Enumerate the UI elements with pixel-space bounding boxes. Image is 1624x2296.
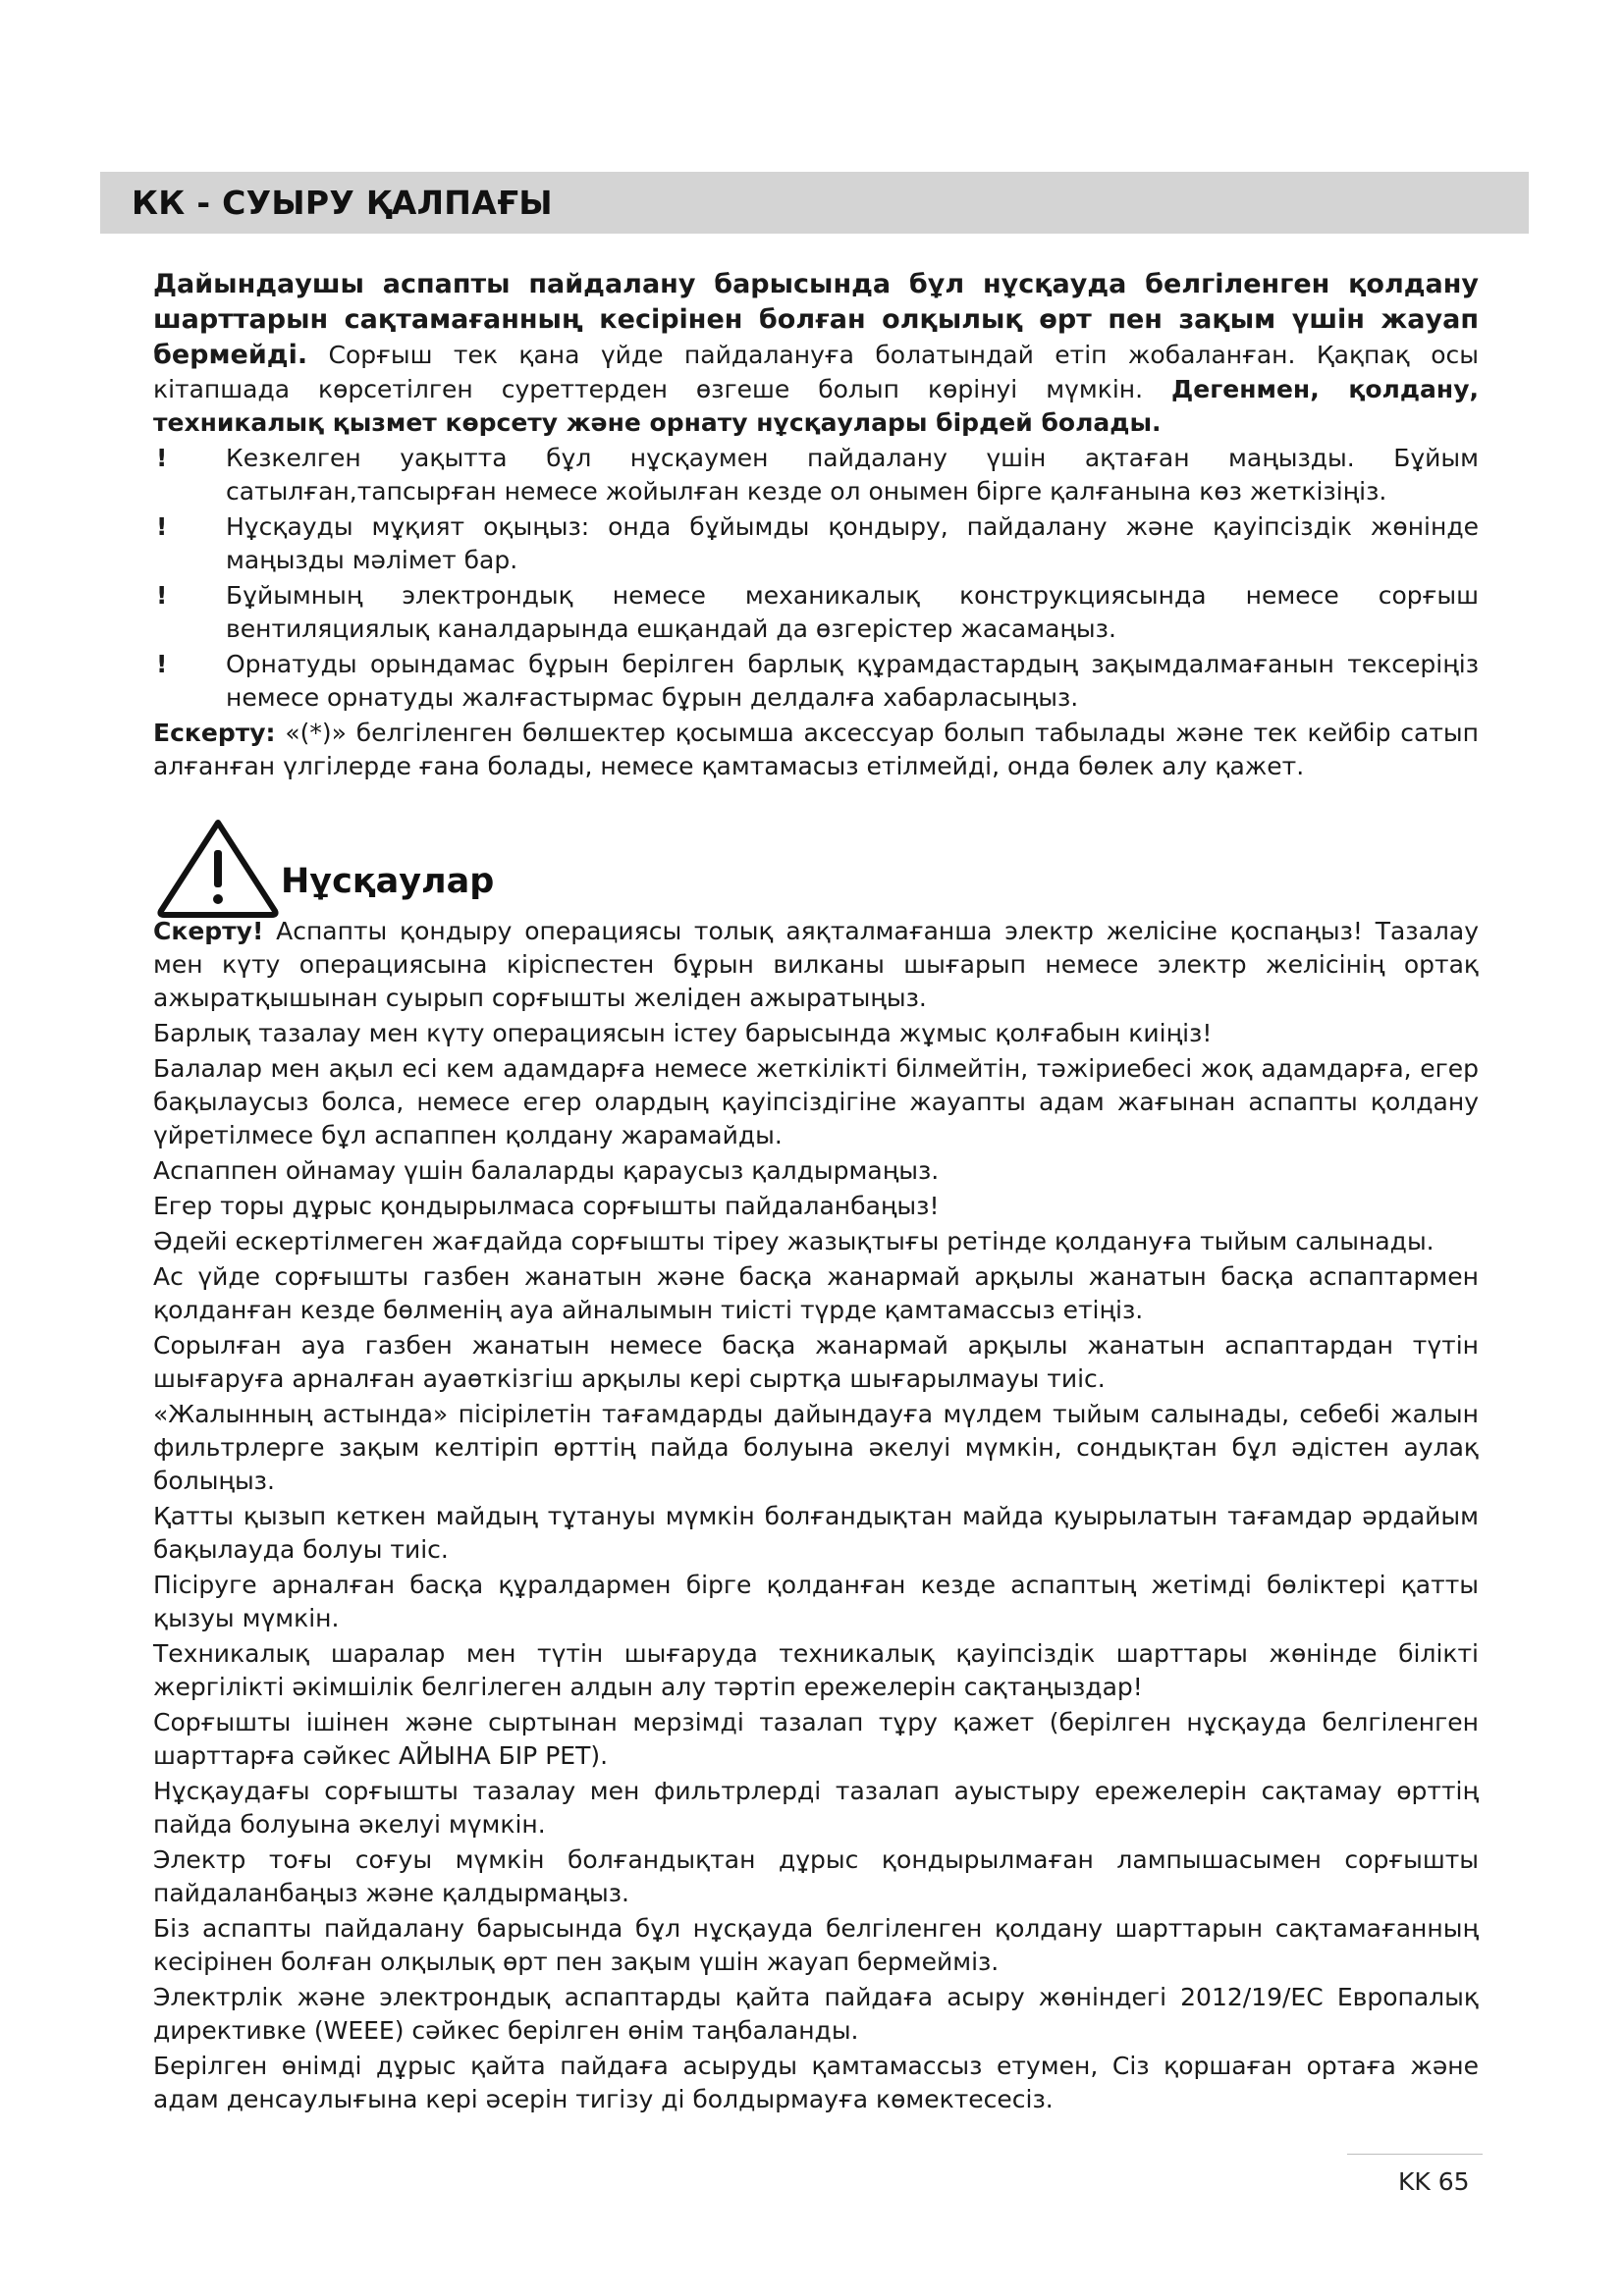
instructions-heading [153, 823, 1479, 907]
exclamation-icon: ! [156, 581, 168, 610]
list-item [153, 648, 1479, 715]
instruction-paragraph: Берілген өнімді дұрыс қайта пайдаға асыруды қамтамассыз етумен, Сіз қоршаған ортаға және адам денсаулығына кері әсерін тигізу ді болдырмауға көмектесесіз. [153, 2052, 1479, 2113]
instruction-paragraph: «Жалынның астында» пісірілетін тағамдарды дайындауға мүлдем тыйым салынады, себебі жалын фильтрлерге зақым келтіріп өрттің пайда болуына әкелуі мүмкін, сондықтан бұл әдістен аулақ болыңыз. [153, 1400, 1479, 1495]
caution-list [153, 442, 1479, 715]
warning-text: Аспапты қондыру операциясы толық аяқталмағанша электр желісіне қоспаңыз! Тазалау мен күту операциясына кіріспестен бұрын вилканы шығарып немесе электр желісінің ортақ ажыратқышынан суырып сорғышты желіден ажыратыңыз. [153, 917, 1479, 1012]
list-item [153, 579, 1479, 646]
instruction-paragraph: Егер торы дұрыс қондырылмаса сорғышты пайдаланбаңыз! [153, 1192, 940, 1220]
exclamation-icon: ! [156, 650, 168, 678]
exclamation-icon: ! [156, 512, 168, 541]
instruction-paragraph: Техникалық шаралар мен түтін шығаруда техникалық қауіпсіздік шарттары жөнінде білікті жергілікті әкімшілік белгілеген алдын алу тәртіп ережелерін сақтаңыздар! [153, 1639, 1479, 1701]
footer-divider [1347, 2154, 1483, 2155]
instruction-paragraph: Нұсқаудағы сорғышты тазалау мен фильтрлерді тазалап ауыстыру ережелерін сақтамау өрттің пайда болуына әкелуі мүмкін. [153, 1777, 1479, 1839]
instruction-paragraph: Сорғышты ішінен және сыртынан мерзімді тазалап тұру қажет (берілген нұсқауда белгіленген шарттарға сәйкес АЙЫНА БІР РЕТ). [153, 1708, 1479, 1770]
list-item-text: Орнатуды орындамас бұрын берілген барлық құрамдастардың зақымдалмағанын тексеріңіз немесе орнатуды жалғастырмас бұрын делдалға хабарласыңыз. [226, 650, 1479, 712]
intro-tail-bold: Дегенмен, қолдану, техникалық қызмет көрсету және орнату нұсқаулары бірдей болады. [153, 375, 1479, 437]
instruction-paragraph: Біз аспапты пайдалану барысында бұл нұсқауда белгіленген қолдану шарттарын сақтамағанның кесірінен болған олқылық өрт пен зақым үшін жауап бермейміз. [153, 1914, 1479, 1976]
instructions-title: Нұсқаулар [281, 862, 495, 901]
section-title: КК - СУЫРУ ҚАЛПАҒЫ [132, 184, 553, 222]
page-number: KK 65 [1398, 2167, 1470, 2196]
intro-text: Сорғыш тек қана үйде пайдалануға болатындай етіп жобаланған. Қақпақ осы кітапшада көрсетілген суреттерден өзгеше болып көрінуі мүмкін. [153, 341, 1479, 403]
instruction-paragraph: Қатты қызып кеткен майдың тұтануы мүмкін болғандықтан майда қуырылатын тағамдар әрдайым бақылауда болуы тиіс. [153, 1502, 1479, 1564]
instruction-paragraph: Электр тоғы соғуы мүмкін болғандықтан дұрыс қондырылмаған лампышасымен сорғышты пайдаланбаңыз және қалдырмаңыз. [153, 1845, 1479, 1907]
list-item [153, 442, 1479, 508]
note-paragraph [153, 717, 1479, 783]
instruction-paragraph: Электрлік және электрондық аспаптарды қайта пайдаға асыру жөніндегі 2012/19/ЕС Европалық директивке (WEEE) сәйкес берілген өнім таңбаланды. [153, 1983, 1479, 2045]
warning-label: Скерту! [153, 917, 264, 945]
instruction-paragraph: Пісіруге арналған басқа құралдармен бірге қолданған кезде аспаптың жетімді бөліктері қатты қызуы мүмкін. [153, 1571, 1479, 1632]
section-header-bar [100, 172, 1529, 234]
instruction-paragraph [153, 915, 1479, 1015]
intro-lead-bold: Дайындаушы аспапты пайдалану барысында бұл нұсқауда белгіленген қолдану шарттарын сақтамағанның кесірінен болған олқылық өрт пен зақым үшін жауап бермейді. [153, 269, 1479, 370]
warning-triangle-icon [155, 815, 281, 919]
instruction-paragraph: Барлық тазалау мен күту операциясын істеу барысында жұмыс қолғабын киіңіз! [153, 1019, 1213, 1047]
instruction-paragraph: Әдейі ескертілмеген жағдайда сорғышты тіреу жазықтығы ретінде қолдануға тыйым салынады. [153, 1227, 1435, 1255]
list-item-text: Нұсқауды мұқият оқыңыз: онда бұйымды қондыру, пайдалану және қауіпсіздік жөнінде маңызды мәлімет бар. [226, 512, 1479, 574]
list-item [153, 510, 1479, 577]
note-text: «(*)» белгіленген бөлшектер қосымша аксессуар болып табылады және тек кейбір сатып алғанған үлгілерде ғана болады, немесе қамтамасыз етілмейді, онда бөлек алу қажет. [153, 719, 1479, 780]
instruction-paragraph: Сорылған ауа газбен жанатын немесе басқа жанармай арқылы жанатын аспаптардан түтін шығаруға арналған ауаөткізгіш арқылы кері сыртқа шығарылмауы тиіс. [153, 1331, 1479, 1393]
document-body [153, 267, 1479, 2118]
list-item-text: Бұйымның электрондық немесе механикалық конструкциясында немесе сорғыш вентиляциялық каналдарында ешқандай да өзгерістер жасамаңыз. [226, 581, 1479, 643]
exclamation-icon: ! [156, 444, 168, 472]
instructions-list [153, 915, 1479, 2116]
instruction-paragraph: Аспаппен ойнамау үшін балаларды қараусыз қалдырмаңыз. [153, 1156, 940, 1185]
list-item-text: Кезкелген уақытта бұл нұсқаумен пайдалану үшін ақтаған маңызды. Бұйым сатылған,тапсырған немесе жойылған кезде ол онымен бірге қалғанына көз жеткізіңіз. [226, 444, 1479, 506]
instruction-paragraph: Ас үйде сорғышты газбен жанатын және басқа жанармай арқылы жанатын басқа аспаптармен қолданған кезде бөлменің ауа айналымын тиісті түрде қамтамассыз етіңіз. [153, 1262, 1479, 1324]
instruction-paragraph: Балалар мен ақыл есі кем адамдарға немесе жеткілікті білмейтін, тәжіриебесі жоқ адамдарға, егер бақылаусыз болса, немесе егер олардың қауіпсіздігіне жауапты адам жағынан аспапты қолдану үйретілмесе бұл аспаппен қолдану жарамайды. [153, 1054, 1479, 1149]
intro-paragraph [153, 267, 1479, 440]
note-label: Ескерту: [153, 719, 276, 747]
